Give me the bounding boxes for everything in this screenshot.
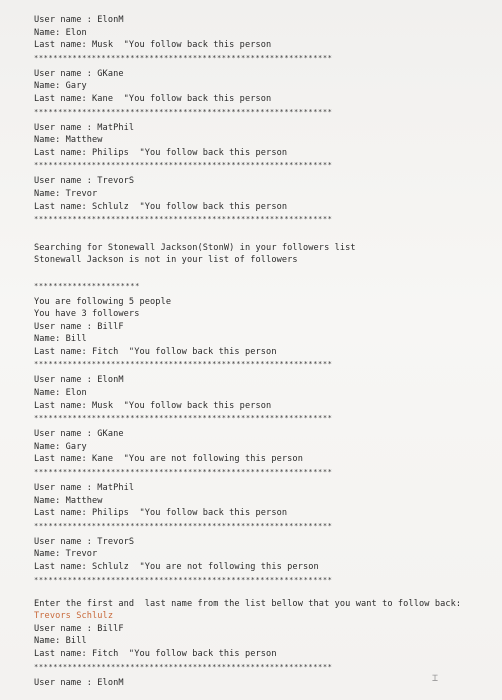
separator: **************************************************************	[34, 215, 333, 224]
last-name-line: Last name: Philips "You follow back this person	[34, 147, 288, 158]
separator: **************************************************************	[34, 107, 333, 116]
user-name-line: User name : ElonM	[34, 375, 124, 386]
last-name-line: Last name: Musk "You follow back this person	[34, 40, 272, 51]
user-name-line: User name : GKane	[34, 68, 124, 79]
last-name-line: Last name: Kane "You are not following this person	[34, 454, 303, 465]
user-name-line: User name : MatPhil	[34, 483, 135, 494]
blank-line	[34, 267, 492, 280]
separator: **************************************************************	[34, 360, 333, 369]
user-name-line: User name : TrevorS	[34, 536, 135, 547]
last-name-line: Last name: Schlulz "You are not following this person	[34, 562, 319, 572]
user-name-line: User name : ElonM	[34, 15, 124, 25]
user-name-line: User name : TrevorS	[34, 176, 135, 187]
separator: **************************************************************	[34, 521, 333, 530]
followers-count-line: You have 3 followers	[34, 309, 140, 320]
user-name-line: User name : BillF	[34, 623, 124, 634]
name-line: Name: Matthew	[34, 135, 103, 146]
separator: **************************************************************	[34, 575, 333, 584]
search-result-line: Stonewall Jackson is not in your list of followers	[34, 255, 298, 266]
separator: **************************************************************	[34, 161, 333, 170]
follow-back-prompt: Enter the first and last name from the list bellow that you want to follow back:	[34, 598, 462, 609]
last-name-line: Last name: Philips "You follow back this person	[34, 508, 288, 519]
user-input-echo[interactable]: Trevors Schlulz	[34, 611, 114, 622]
search-status-line: Searching for Stonewall Jackson(StonW) in your followers list	[34, 242, 356, 253]
separator: **************************************************************	[34, 414, 333, 423]
user-name-line: User name : MatPhil	[34, 122, 135, 133]
blank-line	[34, 229, 492, 242]
separator: **************************************************************	[34, 53, 333, 62]
separator: **************************************************************	[34, 468, 333, 477]
separator: **************************************************************	[34, 662, 333, 671]
user-name-line: User name : GKane	[34, 429, 124, 440]
name-line: Name: Elon	[34, 27, 87, 38]
following-count-line: You are following 5 people	[34, 296, 172, 307]
separator-short: **********************	[34, 281, 140, 290]
name-line: Name: Trevor	[34, 549, 98, 560]
last-name-line: Last name: Fitch "You follow back this person	[34, 346, 277, 357]
spacer	[34, 590, 492, 598]
name-line: Name: Gary	[34, 81, 87, 92]
user-name-line: User name : BillF	[34, 321, 124, 332]
name-line: Name: Elon	[34, 388, 87, 399]
last-name-line: Last name: Kane "You follow back this person	[34, 93, 272, 104]
name-line: Name: Matthew	[34, 495, 103, 506]
text-cursor-icon: ⌶	[431, 673, 438, 684]
name-line: Name: Trevor	[34, 188, 98, 199]
name-line: Name: Bill	[34, 636, 87, 647]
last-name-line: Last name: Musk "You follow back this person	[34, 400, 272, 411]
name-line: Name: Gary	[34, 441, 87, 452]
name-line: Name: Bill	[34, 334, 87, 345]
last-name-line: Last name: Fitch "You follow back this person	[34, 648, 277, 659]
last-name-line: Last name: Schlulz "You follow back this person	[34, 201, 288, 212]
user-name-line: User name : ElonM	[34, 677, 124, 688]
